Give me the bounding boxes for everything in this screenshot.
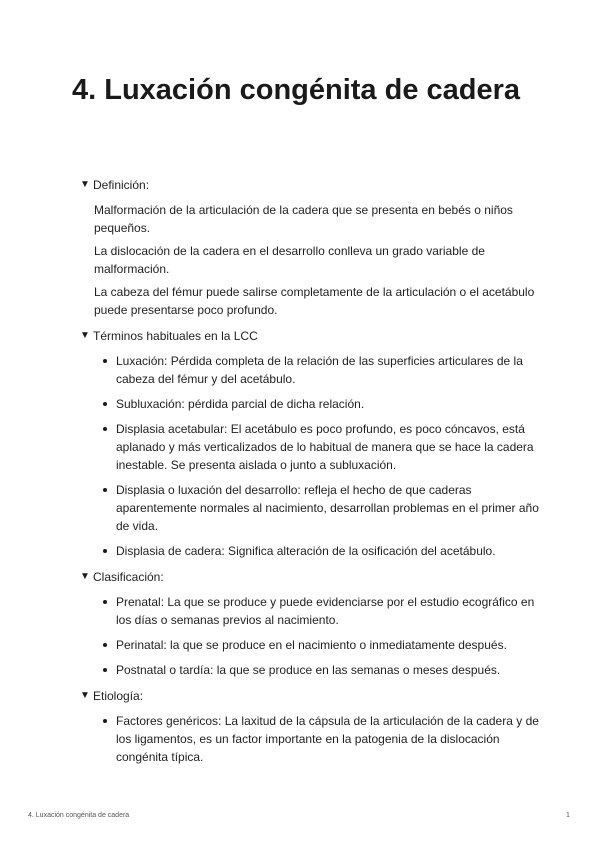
- page-title: 4. Luxación congénita de cadera: [72, 74, 521, 106]
- toggle-heading: Etiología:: [93, 689, 144, 703]
- toggle-content: [94, 352, 540, 560]
- toggle-heading: Definición:: [93, 178, 150, 192]
- bullet-icon: [103, 600, 107, 604]
- toggle-heading: Clasificación:: [93, 570, 164, 584]
- list-item: [94, 661, 540, 679]
- paragraph: La dislocación de la cadera en el desarrollo conlleva un grado variable de malformación.: [94, 244, 485, 276]
- list-item: [94, 636, 540, 654]
- toggle-definicion: [80, 176, 540, 319]
- toggle-header[interactable]: [80, 327, 540, 345]
- bullet-list: [94, 712, 540, 766]
- triangle-down-icon[interactable]: ▼: [80, 571, 90, 582]
- bullet-icon: [103, 643, 107, 647]
- list-item-text: Luxación: Pérdida completa de la relación de las superficies articulares de la cabeza del fémur y del acetábulo.: [116, 354, 523, 386]
- bullet-icon: [103, 427, 107, 431]
- bullet-icon: [103, 719, 107, 723]
- bullet-list: [94, 593, 540, 679]
- triangle-down-icon[interactable]: ▼: [80, 690, 90, 701]
- toggle-clasificacion: [80, 568, 540, 679]
- toggle-header[interactable]: [80, 176, 540, 194]
- bullet-icon: [103, 549, 107, 553]
- toggle-content: [94, 712, 540, 766]
- bullet-icon: [103, 668, 107, 672]
- toggle-content: [94, 593, 540, 679]
- toggle-content: [94, 201, 540, 319]
- list-item-text: Perinatal: la que se produce en el nacimiento o inmediatamente después.: [116, 638, 507, 652]
- document-body: [80, 176, 540, 774]
- triangle-down-icon[interactable]: ▼: [80, 179, 90, 190]
- list-item-text: Prenatal: La que se produce y puede evidenciarse por el estudio ecográfico en los días o semanas previos al nacimiento.: [116, 595, 535, 627]
- list-item: [94, 542, 540, 560]
- list-item: [94, 395, 540, 413]
- list-item-text: Displasia o luxación del desarrollo: refleja el hecho de que caderas aparentemente normales al nacimiento, desarrollan problemas en el primer año de vida.: [116, 483, 539, 533]
- triangle-down-icon[interactable]: ▼: [80, 330, 90, 341]
- list-item: [94, 712, 540, 766]
- list-item-text: Displasia acetabular: El acetábulo es poco profundo, es poco cóncavos, está aplanado y más verticalizados de lo habitual de manera que se hace la cadera inestable. Se presenta aislada o junto a subluxación.: [116, 422, 534, 472]
- bullet-icon: [103, 359, 107, 363]
- list-item: [94, 352, 540, 388]
- bullet-icon: [103, 402, 107, 406]
- bullet-icon: [103, 488, 107, 492]
- bullet-list: [94, 352, 540, 560]
- paragraph: Malformación de la articulación de la cadera que se presenta en bebés o niños pequeños.: [94, 203, 513, 235]
- toggle-heading: Términos habituales en la LCC: [93, 329, 258, 343]
- list-item-text: Displasia de cadera: Significa alteración de la osificación del acetábulo.: [116, 544, 496, 558]
- list-item: [94, 593, 540, 629]
- toggle-terminos: [80, 327, 540, 560]
- page-number: 1: [566, 812, 570, 819]
- list-item-text: Subluxación: pérdida parcial de dicha relación.: [116, 397, 365, 411]
- list-item-text: Factores genéricos: La laxitud de la cápsula de la articulación de la cadera y de los ligamentos, es un factor importante en la patogenia de la dislocación congénita típica.: [116, 714, 539, 764]
- list-item: [94, 420, 540, 474]
- toggle-etiologia: [80, 687, 540, 766]
- paragraph: La cabeza del fémur puede salirse completamente de la articulación o el acetábulo puede presentarse poco profundo.: [94, 285, 535, 317]
- toggle-header[interactable]: [80, 568, 540, 586]
- toggle-header[interactable]: [80, 687, 540, 705]
- list-item: [94, 481, 540, 535]
- list-item-text: Postnatal o tardía: la que se produce en las semanas o meses después.: [116, 663, 501, 677]
- footer-title: 4. Luxación congénita de cadera: [28, 812, 130, 819]
